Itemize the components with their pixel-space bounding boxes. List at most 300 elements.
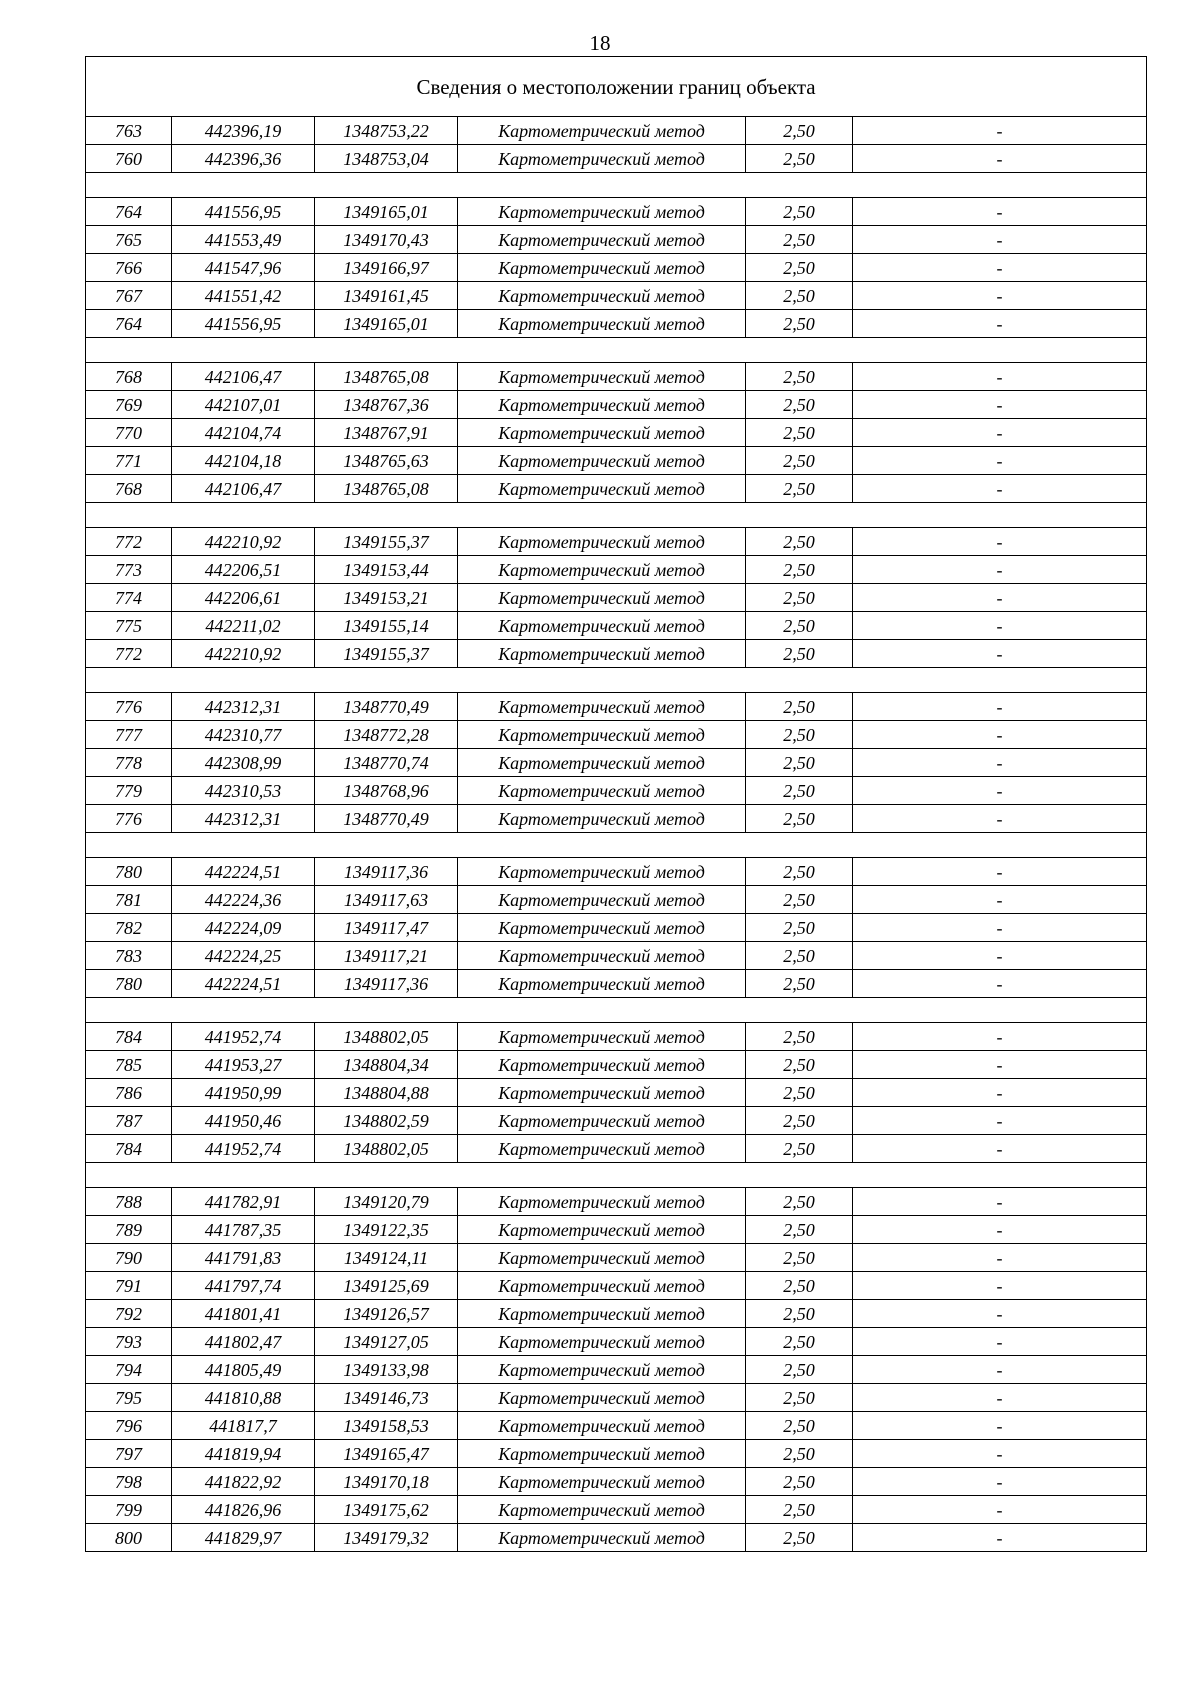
contour-separator-row — [86, 338, 1147, 363]
table-row — [86, 419, 1147, 447]
x-coordinate-cell: 441822,92 — [172, 1468, 315, 1496]
table-row — [86, 749, 1147, 777]
separator-cell — [86, 338, 1147, 363]
description-cell: - — [853, 391, 1147, 419]
point-number-cell: 763 — [86, 117, 172, 145]
point-number-cell: 792 — [86, 1300, 172, 1328]
table-row — [86, 282, 1147, 310]
method-cell: Картометрический метод — [458, 1328, 746, 1356]
contour-separator-row — [86, 833, 1147, 858]
method-cell: Картометрический метод — [458, 721, 746, 749]
point-number-cell: 797 — [86, 1440, 172, 1468]
y-coordinate-cell: 1349179,32 — [315, 1524, 458, 1552]
x-coordinate-cell: 442206,51 — [172, 556, 315, 584]
x-coordinate-cell: 441817,7 — [172, 1412, 315, 1440]
point-number-cell: 765 — [86, 226, 172, 254]
point-number-cell: 795 — [86, 1384, 172, 1412]
accuracy-cell: 2,50 — [746, 1135, 853, 1163]
x-coordinate-cell: 441801,41 — [172, 1300, 315, 1328]
accuracy-cell: 2,50 — [746, 858, 853, 886]
point-number-cell: 784 — [86, 1135, 172, 1163]
method-cell: Картометрический метод — [458, 1216, 746, 1244]
x-coordinate-cell: 441556,95 — [172, 198, 315, 226]
x-coordinate-cell: 442224,25 — [172, 942, 315, 970]
method-cell: Картометрический метод — [458, 1079, 746, 1107]
x-coordinate-cell: 441810,88 — [172, 1384, 315, 1412]
description-cell: - — [853, 1079, 1147, 1107]
y-coordinate-cell: 1348753,22 — [315, 117, 458, 145]
table-row — [86, 1524, 1147, 1552]
table-row — [86, 693, 1147, 721]
table-row — [86, 1356, 1147, 1384]
y-coordinate-cell: 1349155,37 — [315, 640, 458, 668]
contour-separator-row — [86, 1163, 1147, 1188]
table-row — [86, 612, 1147, 640]
point-number-cell: 798 — [86, 1468, 172, 1496]
accuracy-cell: 2,50 — [746, 886, 853, 914]
point-number-cell: 790 — [86, 1244, 172, 1272]
x-coordinate-cell: 442224,51 — [172, 970, 315, 998]
method-cell: Картометрический метод — [458, 145, 746, 173]
accuracy-cell: 2,50 — [746, 777, 853, 805]
point-number-cell: 789 — [86, 1216, 172, 1244]
accuracy-cell: 2,50 — [746, 1524, 853, 1552]
description-cell: - — [853, 1524, 1147, 1552]
table-row — [86, 254, 1147, 282]
description-cell: - — [853, 886, 1147, 914]
point-number-cell: 787 — [86, 1107, 172, 1135]
point-number-cell: 766 — [86, 254, 172, 282]
separator-cell — [86, 668, 1147, 693]
method-cell: Картометрический метод — [458, 447, 746, 475]
page-number: 18 — [589, 31, 611, 55]
point-number-cell: 772 — [86, 640, 172, 668]
x-coordinate-cell: 442312,31 — [172, 805, 315, 833]
description-cell: - — [853, 858, 1147, 886]
x-coordinate-cell: 442107,01 — [172, 391, 315, 419]
y-coordinate-cell: 1348753,04 — [315, 145, 458, 173]
description-cell: - — [853, 419, 1147, 447]
x-coordinate-cell: 441791,83 — [172, 1244, 315, 1272]
description-cell: - — [853, 1356, 1147, 1384]
table-row — [86, 117, 1147, 145]
boundary-coordinates-table — [85, 56, 1147, 1552]
table-row — [86, 970, 1147, 998]
x-coordinate-cell: 441797,74 — [172, 1272, 315, 1300]
x-coordinate-cell: 442396,36 — [172, 145, 315, 173]
point-number-cell: 799 — [86, 1496, 172, 1524]
point-number-cell: 800 — [86, 1524, 172, 1552]
description-cell: - — [853, 1216, 1147, 1244]
y-coordinate-cell: 1348768,96 — [315, 777, 458, 805]
point-number-cell: 769 — [86, 391, 172, 419]
description-cell: - — [853, 282, 1147, 310]
contour-separator-row — [86, 998, 1147, 1023]
method-cell: Картометрический метод — [458, 942, 746, 970]
method-cell: Картометрический метод — [458, 363, 746, 391]
table-row — [86, 914, 1147, 942]
y-coordinate-cell: 1349117,36 — [315, 858, 458, 886]
y-coordinate-cell: 1349165,01 — [315, 198, 458, 226]
y-coordinate-cell: 1349133,98 — [315, 1356, 458, 1384]
table-row — [86, 1328, 1147, 1356]
y-coordinate-cell: 1348765,08 — [315, 475, 458, 503]
separator-cell — [86, 173, 1147, 198]
table-row — [86, 198, 1147, 226]
method-cell: Картометрический метод — [458, 886, 746, 914]
method-cell: Картометрический метод — [458, 858, 746, 886]
y-coordinate-cell: 1349155,14 — [315, 612, 458, 640]
x-coordinate-cell: 442206,61 — [172, 584, 315, 612]
table-row — [86, 310, 1147, 338]
accuracy-cell: 2,50 — [746, 1468, 853, 1496]
y-coordinate-cell: 1348770,49 — [315, 693, 458, 721]
x-coordinate-cell: 441819,94 — [172, 1440, 315, 1468]
description-cell: - — [853, 805, 1147, 833]
method-cell: Картометрический метод — [458, 282, 746, 310]
method-cell: Картометрический метод — [458, 556, 746, 584]
accuracy-cell: 2,50 — [746, 640, 853, 668]
x-coordinate-cell: 441952,74 — [172, 1135, 315, 1163]
table-row — [86, 805, 1147, 833]
x-coordinate-cell: 442310,77 — [172, 721, 315, 749]
y-coordinate-cell: 1349165,01 — [315, 310, 458, 338]
accuracy-cell: 2,50 — [746, 1328, 853, 1356]
y-coordinate-cell: 1348802,05 — [315, 1135, 458, 1163]
method-cell: Картометрический метод — [458, 1244, 746, 1272]
separator-cell — [86, 1163, 1147, 1188]
point-number-cell: 760 — [86, 145, 172, 173]
point-number-cell: 778 — [86, 749, 172, 777]
point-number-cell: 775 — [86, 612, 172, 640]
method-cell: Картометрический метод — [458, 693, 746, 721]
method-cell: Картометрический метод — [458, 970, 746, 998]
point-number-cell: 771 — [86, 447, 172, 475]
y-coordinate-cell: 1348802,05 — [315, 1023, 458, 1051]
description-cell: - — [853, 310, 1147, 338]
description-cell: - — [853, 721, 1147, 749]
description-cell: - — [853, 942, 1147, 970]
table-row — [86, 1272, 1147, 1300]
accuracy-cell: 2,50 — [746, 942, 853, 970]
y-coordinate-cell: 1348770,74 — [315, 749, 458, 777]
x-coordinate-cell: 441826,96 — [172, 1496, 315, 1524]
method-cell: Картометрический метод — [458, 1384, 746, 1412]
accuracy-cell: 2,50 — [746, 1356, 853, 1384]
point-number-cell: 768 — [86, 363, 172, 391]
y-coordinate-cell: 1349155,37 — [315, 528, 458, 556]
x-coordinate-cell: 442224,09 — [172, 914, 315, 942]
method-cell: Картометрический метод — [458, 310, 746, 338]
accuracy-cell: 2,50 — [746, 1440, 853, 1468]
table-row — [86, 447, 1147, 475]
table-row — [86, 942, 1147, 970]
accuracy-cell: 2,50 — [746, 1412, 853, 1440]
method-cell: Картометрический метод — [458, 777, 746, 805]
x-coordinate-cell: 441553,49 — [172, 226, 315, 254]
y-coordinate-cell: 1349161,45 — [315, 282, 458, 310]
table-row — [86, 1300, 1147, 1328]
table-row — [86, 145, 1147, 173]
description-cell: - — [853, 1496, 1147, 1524]
point-number-cell: 785 — [86, 1051, 172, 1079]
description-cell: - — [853, 1328, 1147, 1356]
accuracy-cell: 2,50 — [746, 805, 853, 833]
accuracy-cell: 2,50 — [746, 1023, 853, 1051]
description-cell: - — [853, 254, 1147, 282]
point-number-cell: 793 — [86, 1328, 172, 1356]
y-coordinate-cell: 1349165,47 — [315, 1440, 458, 1468]
x-coordinate-cell: 441802,47 — [172, 1328, 315, 1356]
accuracy-cell: 2,50 — [746, 693, 853, 721]
table-row — [86, 1023, 1147, 1051]
method-cell: Картометрический метод — [458, 1524, 746, 1552]
method-cell: Картометрический метод — [458, 1272, 746, 1300]
x-coordinate-cell: 441950,99 — [172, 1079, 315, 1107]
description-cell: - — [853, 475, 1147, 503]
y-coordinate-cell: 1349170,18 — [315, 1468, 458, 1496]
description-cell: - — [853, 584, 1147, 612]
point-number-cell: 776 — [86, 805, 172, 833]
table-row — [86, 1468, 1147, 1496]
point-number-cell: 796 — [86, 1412, 172, 1440]
table-row — [86, 886, 1147, 914]
accuracy-cell: 2,50 — [746, 282, 853, 310]
accuracy-cell: 2,50 — [746, 556, 853, 584]
table-row — [86, 556, 1147, 584]
description-cell: - — [853, 556, 1147, 584]
method-cell: Картометрический метод — [458, 1356, 746, 1384]
accuracy-cell: 2,50 — [746, 254, 853, 282]
table-row — [86, 528, 1147, 556]
y-coordinate-cell: 1349117,21 — [315, 942, 458, 970]
point-number-cell: 788 — [86, 1188, 172, 1216]
point-number-cell: 784 — [86, 1023, 172, 1051]
y-coordinate-cell: 1349166,97 — [315, 254, 458, 282]
point-number-cell: 764 — [86, 198, 172, 226]
point-number-cell: 770 — [86, 419, 172, 447]
point-number-cell: 774 — [86, 584, 172, 612]
accuracy-cell: 2,50 — [746, 1300, 853, 1328]
accuracy-cell: 2,50 — [746, 914, 853, 942]
method-cell: Картометрический метод — [458, 1468, 746, 1496]
y-coordinate-cell: 1349153,44 — [315, 556, 458, 584]
description-cell: - — [853, 970, 1147, 998]
y-coordinate-cell: 1349117,63 — [315, 886, 458, 914]
contour-separator-row — [86, 668, 1147, 693]
table-row — [86, 1051, 1147, 1079]
description-cell: - — [853, 447, 1147, 475]
table-row — [86, 363, 1147, 391]
x-coordinate-cell: 441805,49 — [172, 1356, 315, 1384]
y-coordinate-cell: 1348770,49 — [315, 805, 458, 833]
y-coordinate-cell: 1348804,34 — [315, 1051, 458, 1079]
table-row — [86, 1440, 1147, 1468]
x-coordinate-cell: 441950,46 — [172, 1107, 315, 1135]
y-coordinate-cell: 1348765,08 — [315, 363, 458, 391]
x-coordinate-cell: 442106,47 — [172, 475, 315, 503]
y-coordinate-cell: 1349117,47 — [315, 914, 458, 942]
method-cell: Картометрический метод — [458, 117, 746, 145]
table-row — [86, 1107, 1147, 1135]
accuracy-cell: 2,50 — [746, 1188, 853, 1216]
separator-cell — [86, 998, 1147, 1023]
table-row — [86, 475, 1147, 503]
y-coordinate-cell: 1348767,91 — [315, 419, 458, 447]
accuracy-cell: 2,50 — [746, 1216, 853, 1244]
table-row — [86, 640, 1147, 668]
point-number-cell: 783 — [86, 942, 172, 970]
description-cell: - — [853, 640, 1147, 668]
method-cell: Картометрический метод — [458, 1023, 746, 1051]
accuracy-cell: 2,50 — [746, 447, 853, 475]
description-cell: - — [853, 693, 1147, 721]
y-coordinate-cell: 1349122,35 — [315, 1216, 458, 1244]
description-cell: - — [853, 1272, 1147, 1300]
accuracy-cell: 2,50 — [746, 584, 853, 612]
x-coordinate-cell: 441782,91 — [172, 1188, 315, 1216]
point-number-cell: 779 — [86, 777, 172, 805]
point-number-cell: 764 — [86, 310, 172, 338]
accuracy-cell: 2,50 — [746, 391, 853, 419]
x-coordinate-cell: 442104,18 — [172, 447, 315, 475]
point-number-cell: 791 — [86, 1272, 172, 1300]
accuracy-cell: 2,50 — [746, 363, 853, 391]
table-row — [86, 1412, 1147, 1440]
accuracy-cell: 2,50 — [746, 1051, 853, 1079]
point-number-cell: 781 — [86, 886, 172, 914]
x-coordinate-cell: 442106,47 — [172, 363, 315, 391]
x-coordinate-cell: 441551,42 — [172, 282, 315, 310]
description-cell: - — [853, 612, 1147, 640]
x-coordinate-cell: 441829,97 — [172, 1524, 315, 1552]
accuracy-cell: 2,50 — [746, 475, 853, 503]
x-coordinate-cell: 442224,51 — [172, 858, 315, 886]
y-coordinate-cell: 1349126,57 — [315, 1300, 458, 1328]
description-cell: - — [853, 1468, 1147, 1496]
description-cell: - — [853, 914, 1147, 942]
y-coordinate-cell: 1348804,88 — [315, 1079, 458, 1107]
table-row — [86, 721, 1147, 749]
table-row — [86, 391, 1147, 419]
point-number-cell: 794 — [86, 1356, 172, 1384]
x-coordinate-cell: 442396,19 — [172, 117, 315, 145]
method-cell: Картометрический метод — [458, 1300, 746, 1328]
method-cell: Картометрический метод — [458, 1107, 746, 1135]
method-cell: Картометрический метод — [458, 749, 746, 777]
y-coordinate-cell: 1349120,79 — [315, 1188, 458, 1216]
description-cell: - — [853, 226, 1147, 254]
x-coordinate-cell: 442211,02 — [172, 612, 315, 640]
accuracy-cell: 2,50 — [746, 1079, 853, 1107]
accuracy-cell: 2,50 — [746, 528, 853, 556]
point-number-cell: 768 — [86, 475, 172, 503]
accuracy-cell: 2,50 — [746, 749, 853, 777]
table-row — [86, 226, 1147, 254]
description-cell: - — [853, 1051, 1147, 1079]
description-cell: - — [853, 528, 1147, 556]
accuracy-cell: 2,50 — [746, 1244, 853, 1272]
x-coordinate-cell: 441556,95 — [172, 310, 315, 338]
y-coordinate-cell: 1349117,36 — [315, 970, 458, 998]
table-row — [86, 1496, 1147, 1524]
x-coordinate-cell: 442308,99 — [172, 749, 315, 777]
accuracy-cell: 2,50 — [746, 970, 853, 998]
point-number-cell: 776 — [86, 693, 172, 721]
point-number-cell: 780 — [86, 970, 172, 998]
separator-cell — [86, 833, 1147, 858]
x-coordinate-cell: 441547,96 — [172, 254, 315, 282]
point-number-cell: 767 — [86, 282, 172, 310]
separator-cell — [86, 503, 1147, 528]
x-coordinate-cell: 442210,92 — [172, 640, 315, 668]
method-cell: Картометрический метод — [458, 1412, 746, 1440]
x-coordinate-cell: 441787,35 — [172, 1216, 315, 1244]
contour-separator-row — [86, 173, 1147, 198]
accuracy-cell: 2,50 — [746, 1107, 853, 1135]
y-coordinate-cell: 1348772,28 — [315, 721, 458, 749]
table-row — [86, 1384, 1147, 1412]
description-cell: - — [853, 145, 1147, 173]
description-cell: - — [853, 363, 1147, 391]
table-row — [86, 858, 1147, 886]
accuracy-cell: 2,50 — [746, 1272, 853, 1300]
accuracy-cell: 2,50 — [746, 612, 853, 640]
description-cell: - — [853, 1188, 1147, 1216]
method-cell: Картометрический метод — [458, 475, 746, 503]
method-cell: Картометрический метод — [458, 1051, 746, 1079]
method-cell: Картометрический метод — [458, 1188, 746, 1216]
table-row — [86, 777, 1147, 805]
y-coordinate-cell: 1348767,36 — [315, 391, 458, 419]
x-coordinate-cell: 442210,92 — [172, 528, 315, 556]
description-cell: - — [853, 749, 1147, 777]
table-row — [86, 584, 1147, 612]
point-number-cell: 780 — [86, 858, 172, 886]
method-cell: Картометрический метод — [458, 391, 746, 419]
accuracy-cell: 2,50 — [746, 226, 853, 254]
x-coordinate-cell: 442312,31 — [172, 693, 315, 721]
method-cell: Картометрический метод — [458, 1135, 746, 1163]
method-cell: Картометрический метод — [458, 419, 746, 447]
y-coordinate-cell: 1349153,21 — [315, 584, 458, 612]
point-number-cell: 773 — [86, 556, 172, 584]
description-cell: - — [853, 117, 1147, 145]
table-title-row — [86, 57, 1147, 117]
description-cell: - — [853, 1412, 1147, 1440]
method-cell: Картометрический метод — [458, 640, 746, 668]
accuracy-cell: 2,50 — [746, 310, 853, 338]
x-coordinate-cell: 441952,74 — [172, 1023, 315, 1051]
y-coordinate-cell: 1349170,43 — [315, 226, 458, 254]
y-coordinate-cell: 1348802,59 — [315, 1107, 458, 1135]
description-cell: - — [853, 1135, 1147, 1163]
description-cell: - — [853, 777, 1147, 805]
table-row — [86, 1244, 1147, 1272]
x-coordinate-cell: 442224,36 — [172, 886, 315, 914]
accuracy-cell: 2,50 — [746, 721, 853, 749]
y-coordinate-cell: 1349158,53 — [315, 1412, 458, 1440]
table-row — [86, 1216, 1147, 1244]
accuracy-cell: 2,50 — [746, 198, 853, 226]
method-cell: Картометрический метод — [458, 584, 746, 612]
y-coordinate-cell: 1348765,63 — [315, 447, 458, 475]
accuracy-cell: 2,50 — [746, 117, 853, 145]
accuracy-cell: 2,50 — [746, 1496, 853, 1524]
method-cell: Картометрический метод — [458, 914, 746, 942]
method-cell: Картометрический метод — [458, 198, 746, 226]
point-number-cell: 782 — [86, 914, 172, 942]
